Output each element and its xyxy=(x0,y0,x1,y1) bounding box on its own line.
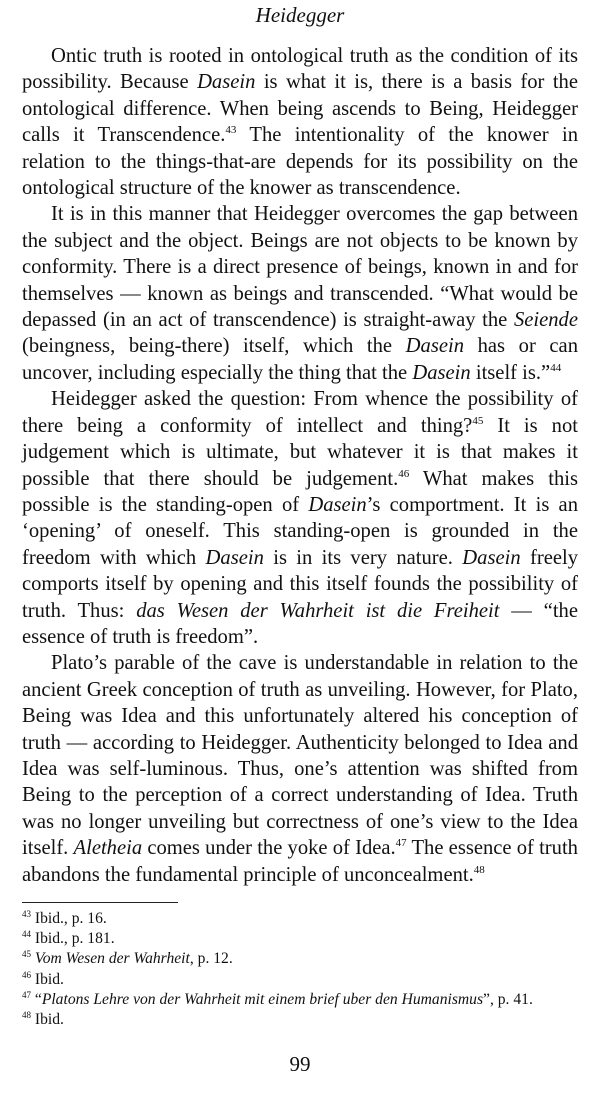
footnote-ref: 43 xyxy=(225,124,237,137)
body-text xyxy=(22,43,578,888)
italic-text: Dasein xyxy=(197,71,256,94)
text-run: “ xyxy=(31,990,42,1008)
footnote-ref: 45 xyxy=(22,949,31,960)
text-run: , p. 12. xyxy=(189,950,233,968)
paragraph xyxy=(22,650,578,888)
text-run: ”, p. 41. xyxy=(483,990,533,1008)
text-run: is what it is, there is a basis for the ontological difference. When being ascends to Being, Heidegger calls it Transcendence. xyxy=(22,71,578,147)
italic-text: Dasein xyxy=(462,546,521,569)
page-number: 99 xyxy=(289,1052,311,1076)
text-run: itself is.” xyxy=(470,361,551,384)
footnote xyxy=(22,929,578,949)
italic-text: Aletheia xyxy=(73,837,143,860)
running-head: Heidegger xyxy=(255,3,345,27)
text-run: It is in this manner that Heidegger overcomes the gap between the subject and the object. Beings are not objects to be known by conformity. There is a direct presence of beings, known in and for themselves — known as beings and transcended. “What would be depassed (in an act of transcendence) is straight-away the xyxy=(22,203,578,332)
footnote-ref: 46 xyxy=(22,969,31,980)
text-run: — “the essence of truth is freedom”. xyxy=(22,599,578,648)
text-run: What makes this possible is the standing-open of xyxy=(22,467,578,516)
footnote-ref: 43 xyxy=(22,909,31,919)
italic-text: Dasein xyxy=(205,546,264,569)
footnote-ref: 47 xyxy=(22,989,31,1000)
footnote-ref: 44 xyxy=(22,929,31,940)
italic-text: Dasein xyxy=(405,335,465,358)
text-run: freely comports itself by opening and this itself founds the possibility of truth. Thus: xyxy=(22,546,578,622)
footnote-ref: 47 xyxy=(395,837,407,850)
text-run: The essence of truth abandons the fundamental principle of unconcealment. xyxy=(22,837,578,886)
text-run: has or can uncover, including especially the thing that the xyxy=(22,335,578,384)
text-run: Ibid. xyxy=(31,1011,64,1029)
text-run: (beingness, being-there) itself, which the xyxy=(22,335,406,358)
footnotes xyxy=(22,909,578,1030)
text-run: It is not judgement which is ultimate, but whatever it is that makes it possible that there should be judgement. xyxy=(22,414,578,490)
paragraph xyxy=(22,201,578,386)
text-run: Plato’s parable of the cave is understandable in relation to the ancient Greek conception of truth as unveiling. However, for Plato, Being was Idea and this unfortunately altered his conception of truth — according to Heidegger. Authenticity belonged to Idea and Idea was self-luminous. Thus, one’s attention was shifted from Being to the perception of a correct understanding of Idea. Truth was no longer unveiling but correctness of one’s view to the Idea itself. xyxy=(22,652,578,860)
footnote xyxy=(22,990,578,1010)
italic-text: Vom Wesen der Wahrheit xyxy=(34,950,190,968)
footnote-ref: 46 xyxy=(398,467,410,480)
italic-text: Dasein xyxy=(308,493,367,516)
footnote-ref: 48 xyxy=(473,863,485,876)
paragraph xyxy=(22,386,578,650)
paragraph xyxy=(22,43,578,201)
footnote xyxy=(22,970,578,990)
footnote-rule xyxy=(22,902,178,903)
italic-text: das Wesen der Wahrheit ist die Freiheit xyxy=(136,599,500,622)
footnote-ref: 44 xyxy=(550,361,562,374)
text-run: Heidegger asked the question: From whence the possibility of there being a conformity of intellect and thing? xyxy=(22,388,578,437)
text-run: ’s comportment. It is an ‘opening’ of oneself. This standing-open is grounded in the freedom with which xyxy=(22,493,578,569)
text-run: is in its very nature. xyxy=(263,546,463,569)
footnote-ref: 48 xyxy=(22,1010,31,1021)
text-run: Ibid., p. 16. xyxy=(31,910,107,927)
text-run: The intentionality of the knower in relation to the things-that-are depends for its possibility on the ontological structure of the knower as transcendence. xyxy=(22,124,578,200)
text-run: Ibid. xyxy=(31,970,64,988)
text-run: Ibid., p. 181. xyxy=(31,930,115,948)
italic-text: Dasein xyxy=(412,361,471,384)
footnote xyxy=(22,909,578,929)
text-run: comes under the yoke of Idea. xyxy=(142,837,396,860)
text-run: Ontic truth is rooted in ontological truth as the condition of its possibility. Because xyxy=(22,45,578,94)
italic-text: Seiende xyxy=(513,309,578,332)
footnote-ref: 45 xyxy=(472,414,484,427)
footnote xyxy=(22,1010,578,1030)
footnote xyxy=(22,949,578,969)
italic-text: Platons Lehre von der Wahrheit mit einem brief uber den Humanismus xyxy=(41,990,484,1008)
